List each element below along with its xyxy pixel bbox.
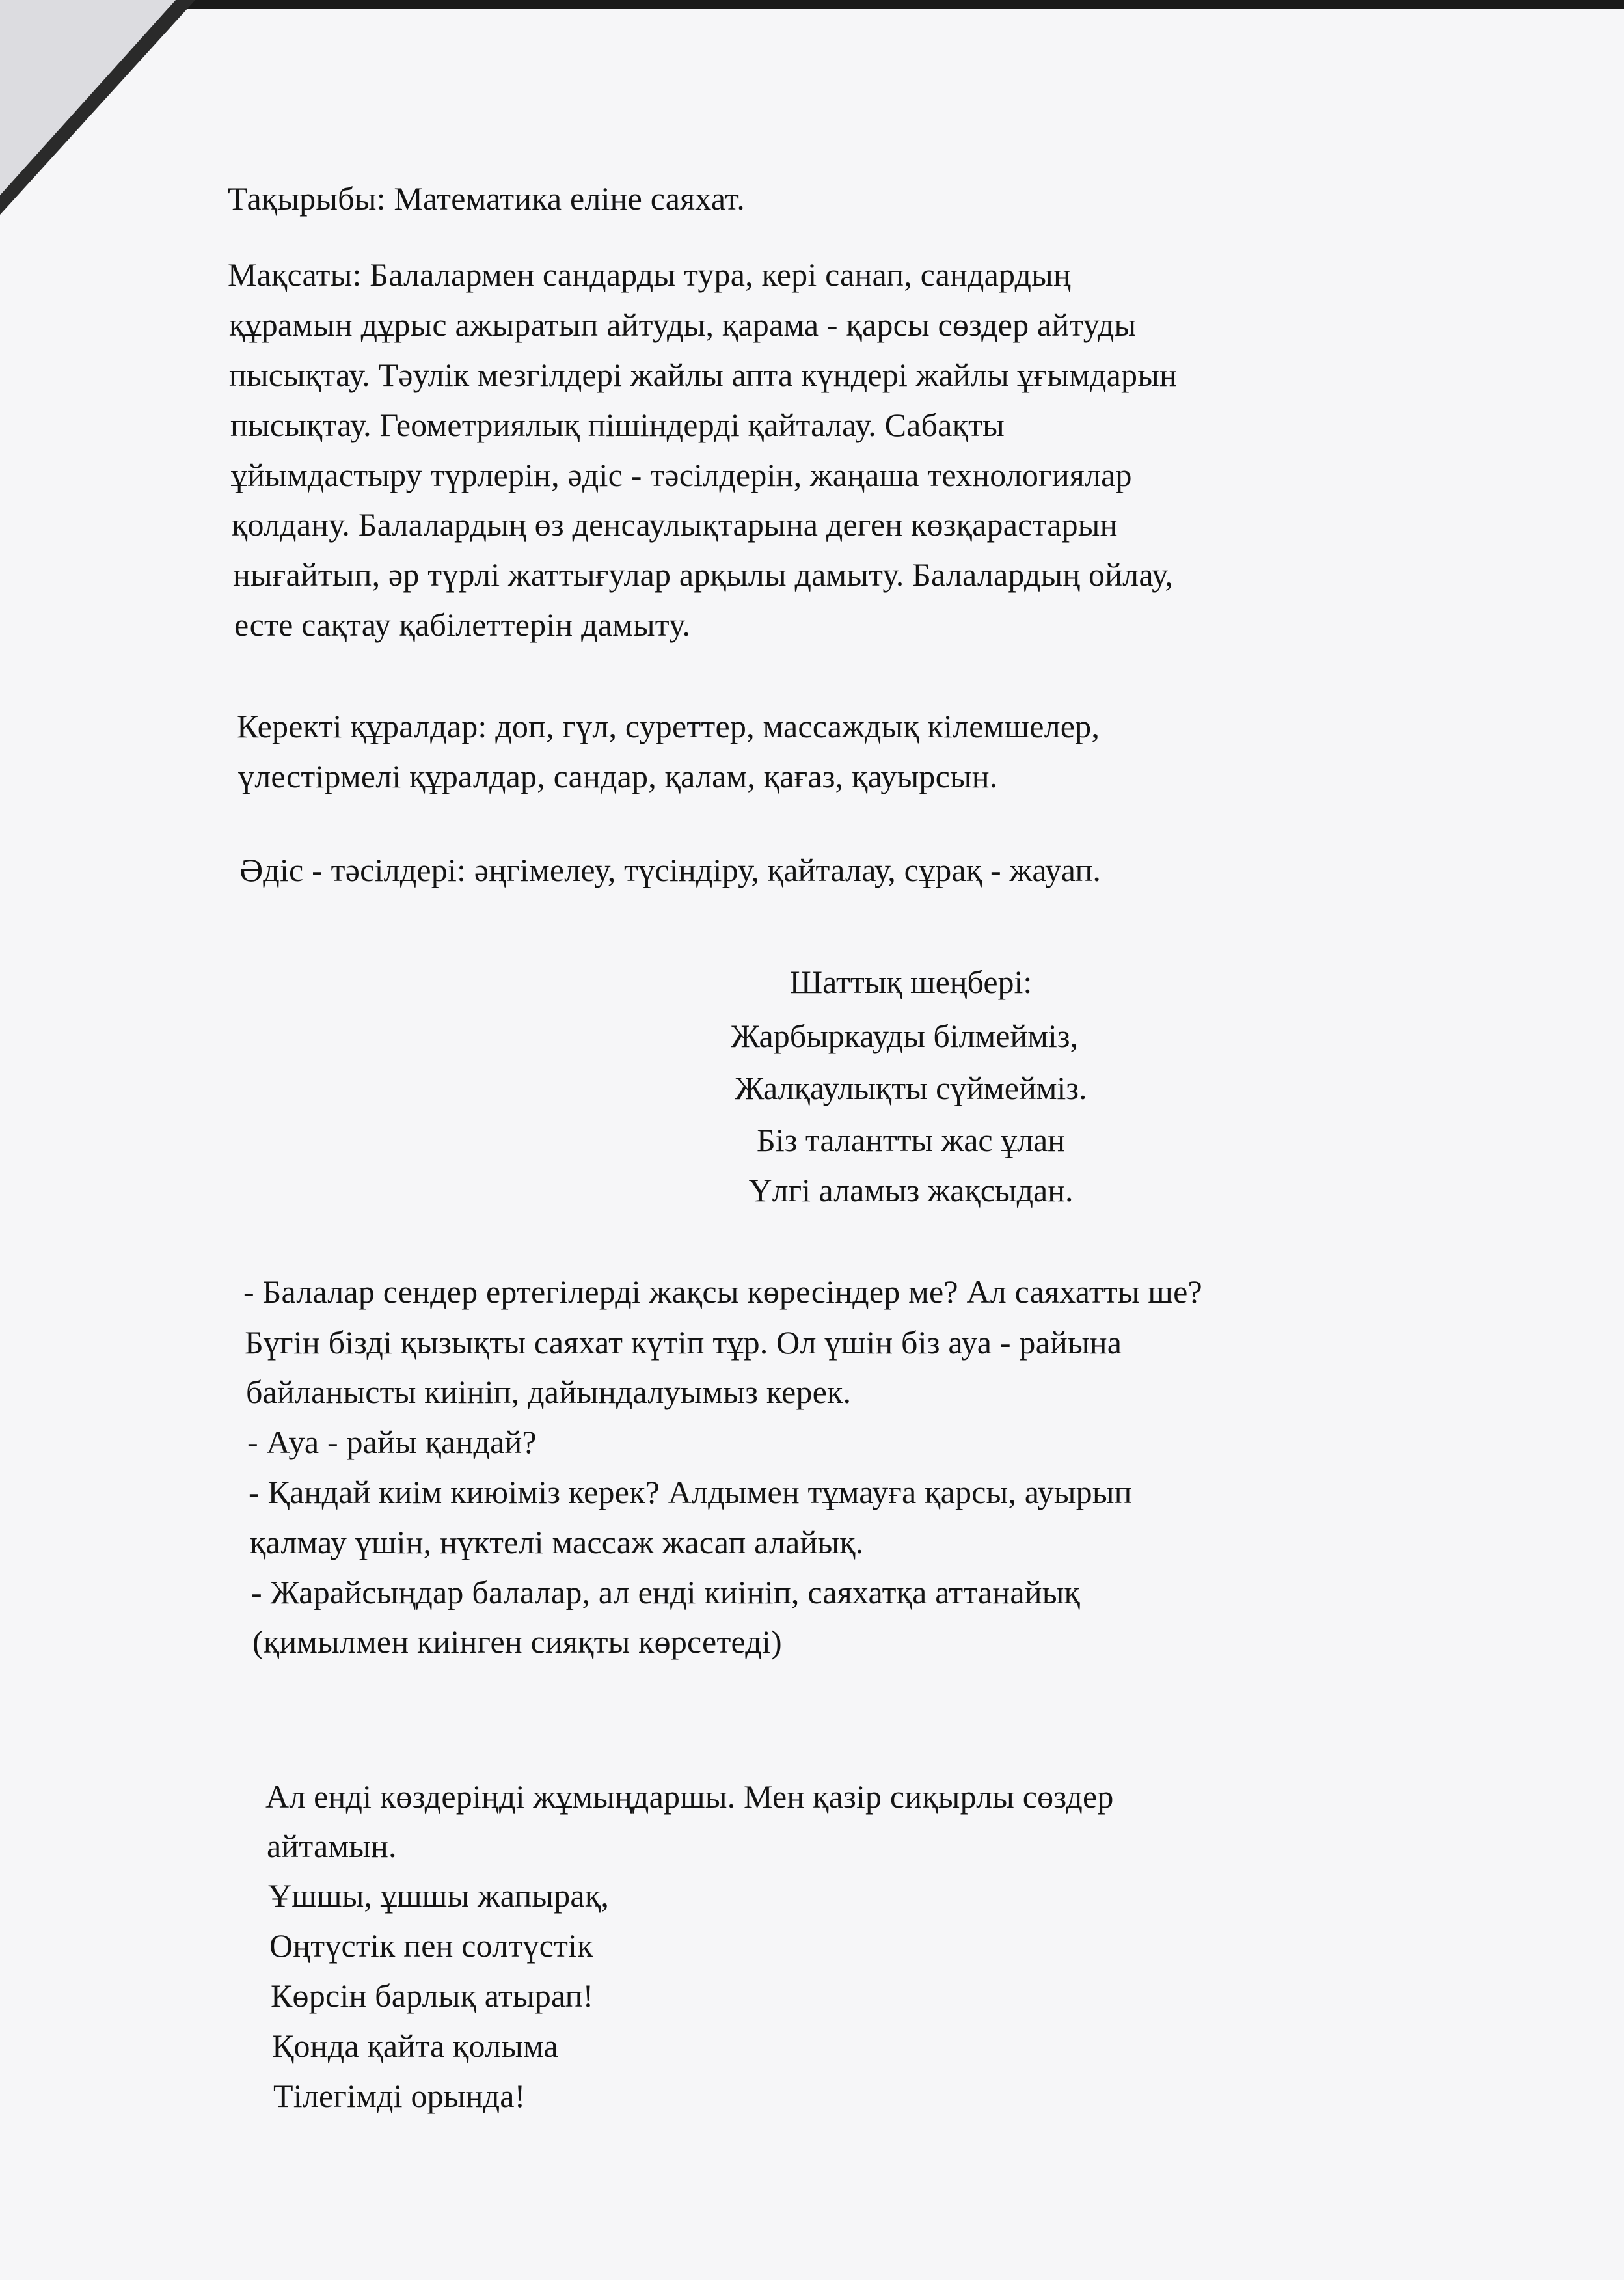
- goal-line: нығайтып, әр түрлі жаттығулар арқылы дамыту. Балалардың ойлау,: [233, 556, 1174, 593]
- circle-title: Шаттық шеңбері:: [789, 964, 1033, 1000]
- poem-line: Үлгі аламыз жақсыдан.: [748, 1172, 1074, 1208]
- magic-line: Тілегімді орында!: [273, 2078, 526, 2114]
- goal-line: құрамын дұрыс ажыратып айтуды, қарама - қарсы сөздер айтуды: [229, 306, 1137, 343]
- tools-line: үлестірмелі құралдар, сандар, қалам, қағаз, қауырсын.: [238, 758, 998, 794]
- folded-corner-inner: [0, 0, 176, 195]
- goal-line: есте сақтау қабілеттерін дамыту.: [234, 606, 691, 643]
- dialogue-line: Бүгін бізді қызықты саяхат күтіп тұр. Ол үшін біз ауа - райына: [245, 1324, 1122, 1361]
- goal-line: ұйымдастыру түрлерін, әдіс - тәсілдерін, жаңаша технологиялар: [231, 457, 1132, 493]
- methods-line: Әдіс - тәсілдері: әңгімелеу, түсіндіру, қайталау, сұрақ - жауап.: [239, 852, 1102, 888]
- goal-line: пысықтау. Геометриялық пішіндерді қайталау. Сабақты: [230, 407, 1005, 443]
- dialogue-line: байланысты киініп, дайындалуымыз керек.: [246, 1374, 852, 1410]
- poem-line: Біз талантты жас ұлан: [757, 1122, 1065, 1158]
- poem-line: Жалқаулықты сүймейміз.: [735, 1070, 1087, 1106]
- tools-line: Керекті құралдар: доп, гүл, суреттер, массаждық кілемшелер,: [237, 708, 1100, 744]
- magic-line: Көрсін барлық атырап!: [271, 1977, 594, 2014]
- dialogue-line: (қимылмен киінген сияқты көрсетеді): [252, 1623, 782, 1660]
- magic-line: Оңтүстік пен солтүстік: [269, 1927, 593, 1964]
- magic-line: Ал енді көздеріңді жұмыңдаршы. Мен қазір сиқырлы сөздер: [265, 1778, 1114, 1815]
- topic-line: Тақырыбы: Математика еліне саяхат.: [228, 180, 745, 217]
- poem-line: Жарбыркауды білмейміз,: [730, 1018, 1078, 1054]
- dialogue-line: - Ауа - райы қандай?: [247, 1424, 537, 1460]
- magic-line: Ұшшы, ұшшы жапырақ,: [268, 1877, 610, 1914]
- goal-line: Мақсаты: Балалармен сандарды тура, кері санап, сандардың: [228, 256, 1071, 293]
- dialogue-line: қалмау үшін, нүктелі массаж жасап алайық.: [250, 1524, 864, 1560]
- dialogue-line: - Жарайсыңдар балалар, ал енді киініп, саяхатқа аттанайық: [251, 1574, 1080, 1610]
- dialogue-line: - Қандай киім киюіміз керек? Алдымен тұмауға қарсы, ауырып: [249, 1474, 1132, 1510]
- scan-top-edge: [137, 0, 1624, 9]
- dialogue-line: - Балалар сендер ертегілерді жақсы көресіндер ме? Ал саяхатты ше?: [243, 1273, 1202, 1310]
- goal-line: қолдану. Балалардың өз денсаулықтарына деген көзқарастарын: [232, 506, 1118, 543]
- magic-line: Қонда қайта қолыма: [272, 2028, 558, 2064]
- magic-line: айтамын.: [267, 1828, 397, 1864]
- goal-line: пысықтау. Тәулік мезгілдері жайлы апта күндері жайлы ұғымдарын: [229, 357, 1178, 393]
